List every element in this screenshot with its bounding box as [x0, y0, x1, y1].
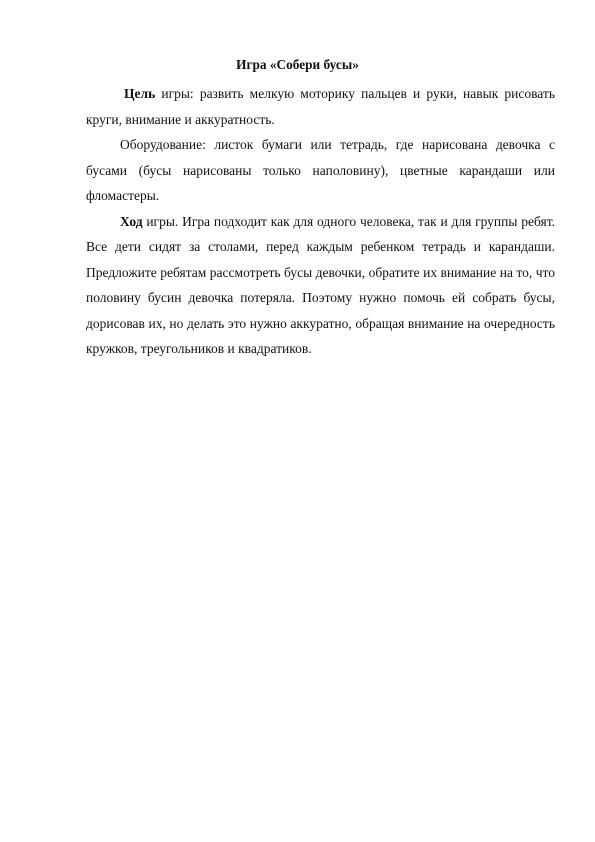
- document-body: [86, 81, 555, 362]
- paragraph-goal-lead: Цель: [124, 86, 156, 101]
- paragraph-procedure: [86, 209, 555, 362]
- document-title: Игра «Собери бусы»: [236, 57, 359, 72]
- paragraph-equipment: [86, 132, 555, 209]
- paragraph-equipment-text: Оборудование: листок бумаги или тетрадь, где нарисована девочка с бусами (бусы нарисованы только наполовину), цветные карандаши или фломастеры.: [86, 137, 555, 203]
- paragraph-goal: [86, 81, 555, 132]
- paragraph-procedure-lead: Ход: [120, 213, 143, 229]
- paragraph-procedure-text: игры. Игра подходит как для одного человека, так и для группы ребят. Все дети сидят за столами, перед каждым ребенком тетрадь и карандаши. Предложите ребятам рассмотреть бусы девочки, обратите их внимание на то, что половину бусин девочка потеряла. Поэтому нужно помочь ей собрать бусы, дорисовав их, но делать это нужно аккуратно, обращая внимание на очередность кружков, треугольников и квадратиков.: [86, 213, 555, 356]
- paragraph-goal-text: игры: развить мелкую моторику пальцев и руки, навык рисовать круги, внимание и аккуратность.: [86, 86, 555, 127]
